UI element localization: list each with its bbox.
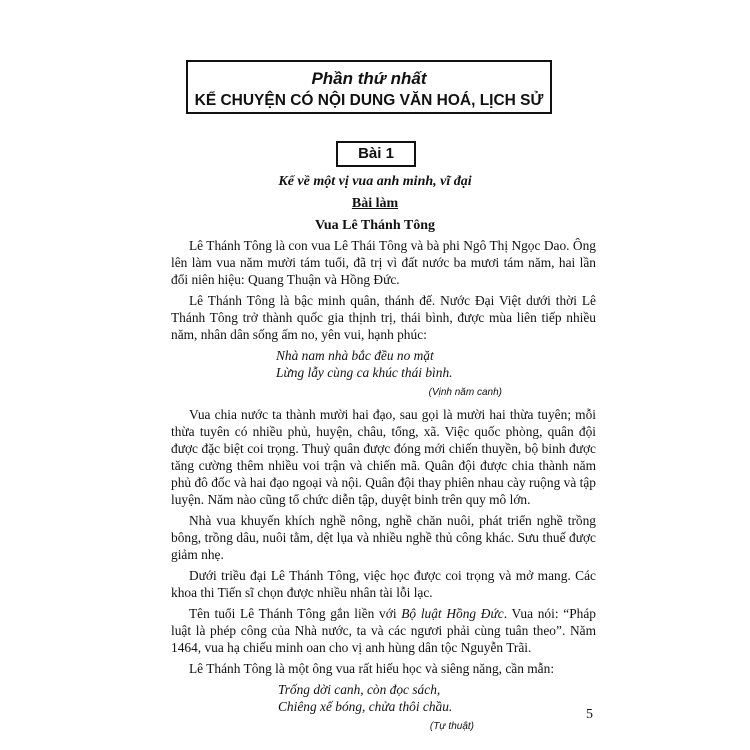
- part-title-box: [186, 60, 552, 114]
- paragraph-5: Dưới triều đại Lê Thánh Tông, việc học được coi trọng và mở mang. Các khoa thi Tiến sĩ chọn được nhiều nhân tài lỗi lạc.: [171, 568, 596, 600]
- law-text-after: . Vua nói: “Pháp luật là phép công của Nhà nước, ta và các ngươi phải cùng tuân theo”. Năm 1464, vua hạ chiếu minh oan cho vị anh hùng dân tộc Nguyễn Trãi.: [171, 606, 596, 655]
- paragraph-law: [171, 605, 596, 656]
- poem-line: Chiêng xế bóng, chửa thôi chầu.: [278, 699, 453, 714]
- part-title: Phần thứ nhất: [311, 69, 427, 88]
- essay-title: Vua Lê Thánh Tông: [315, 218, 435, 233]
- poem-source: (Vịnh năm canh): [428, 387, 502, 398]
- essay-body: [171, 237, 596, 740]
- poem-line: Trống dời canh, còn đọc sách,: [278, 682, 441, 697]
- paragraph-3: Vua chia nước ta thành mười hai đạo, sau gọi là mười hai thừa tuyên; mỗi thừa tuyên có nhiều phủ, huyện, châu, tổng, xã. Việc quốc phòng, quân đội được đặc biệt coi trọng. Thuỷ quân được đóng mới chiến thuyền, bộ binh được tăng cường thêm nhiều voi trận và chiến mã. Quân đội được chia thành năm phủ đô đốc và hai đạo ngoại và nội. Quân đội thay phiên nhau cày ruộng và tập luyện. Năm nào cũng tổ chức diễn tập, duyệt binh trên quy mô lớn.: [171, 407, 596, 507]
- law-title: Bộ luật Hồng Đức: [401, 606, 504, 621]
- lesson-heading: Bài làm: [351, 196, 399, 211]
- paragraph-6: Lê Thánh Tông là một ông vua rất hiếu học và siêng năng, cần mẫn:: [189, 661, 555, 676]
- paragraph-4: Nhà vua khuyến khích nghề nông, nghề chăn nuôi, phát triển nghề trồng bông, trồng dâu, nuôi tằm, dệt lụa và nhiều nghề thủ công khác. Sưu thuế được giảm nhẹ.: [171, 513, 596, 562]
- poem-source: (Tự thuật): [429, 721, 474, 732]
- lesson-label: Bài 1: [358, 145, 394, 162]
- page-number: 5: [586, 707, 593, 722]
- law-text-before: Tên tuổi Lê Thánh Tông gắn liền với: [189, 606, 402, 621]
- paragraph-1: Lê Thánh Tông là con vua Lê Thái Tông và bà phi Ngô Thị Ngọc Dao. Ông lên làm vua năm mười tám tuổi, đã trị vì đất nước ba mươi tám năm, hai lần đổi niên hiệu: Quang Thuận và Hồng Đức.: [171, 238, 596, 287]
- lesson-label-box: [336, 141, 416, 167]
- part-subtitle: KỂ CHUYỆN CÓ NỘI DUNG VĂN HOÁ, LỊCH SỬ: [194, 92, 544, 109]
- lesson-topic: Kể về một vị vua anh minh, vĩ đại: [278, 174, 472, 189]
- poem-line: Lừng lẫy cùng ca khúc thái bình.: [276, 365, 453, 380]
- poem-line: Nhà nam nhà bắc đều no mặt: [276, 348, 434, 363]
- paragraph-2: Lê Thánh Tông là bậc minh quân, thánh đế. Nước Đại Việt dưới thời Lê Thánh Tông trở thành quốc gia thịnh trị, thái bình, được mùa liên tiếp nhiều năm, nhân dân sống ấm no, yên vui, hạnh phúc:: [171, 293, 596, 342]
